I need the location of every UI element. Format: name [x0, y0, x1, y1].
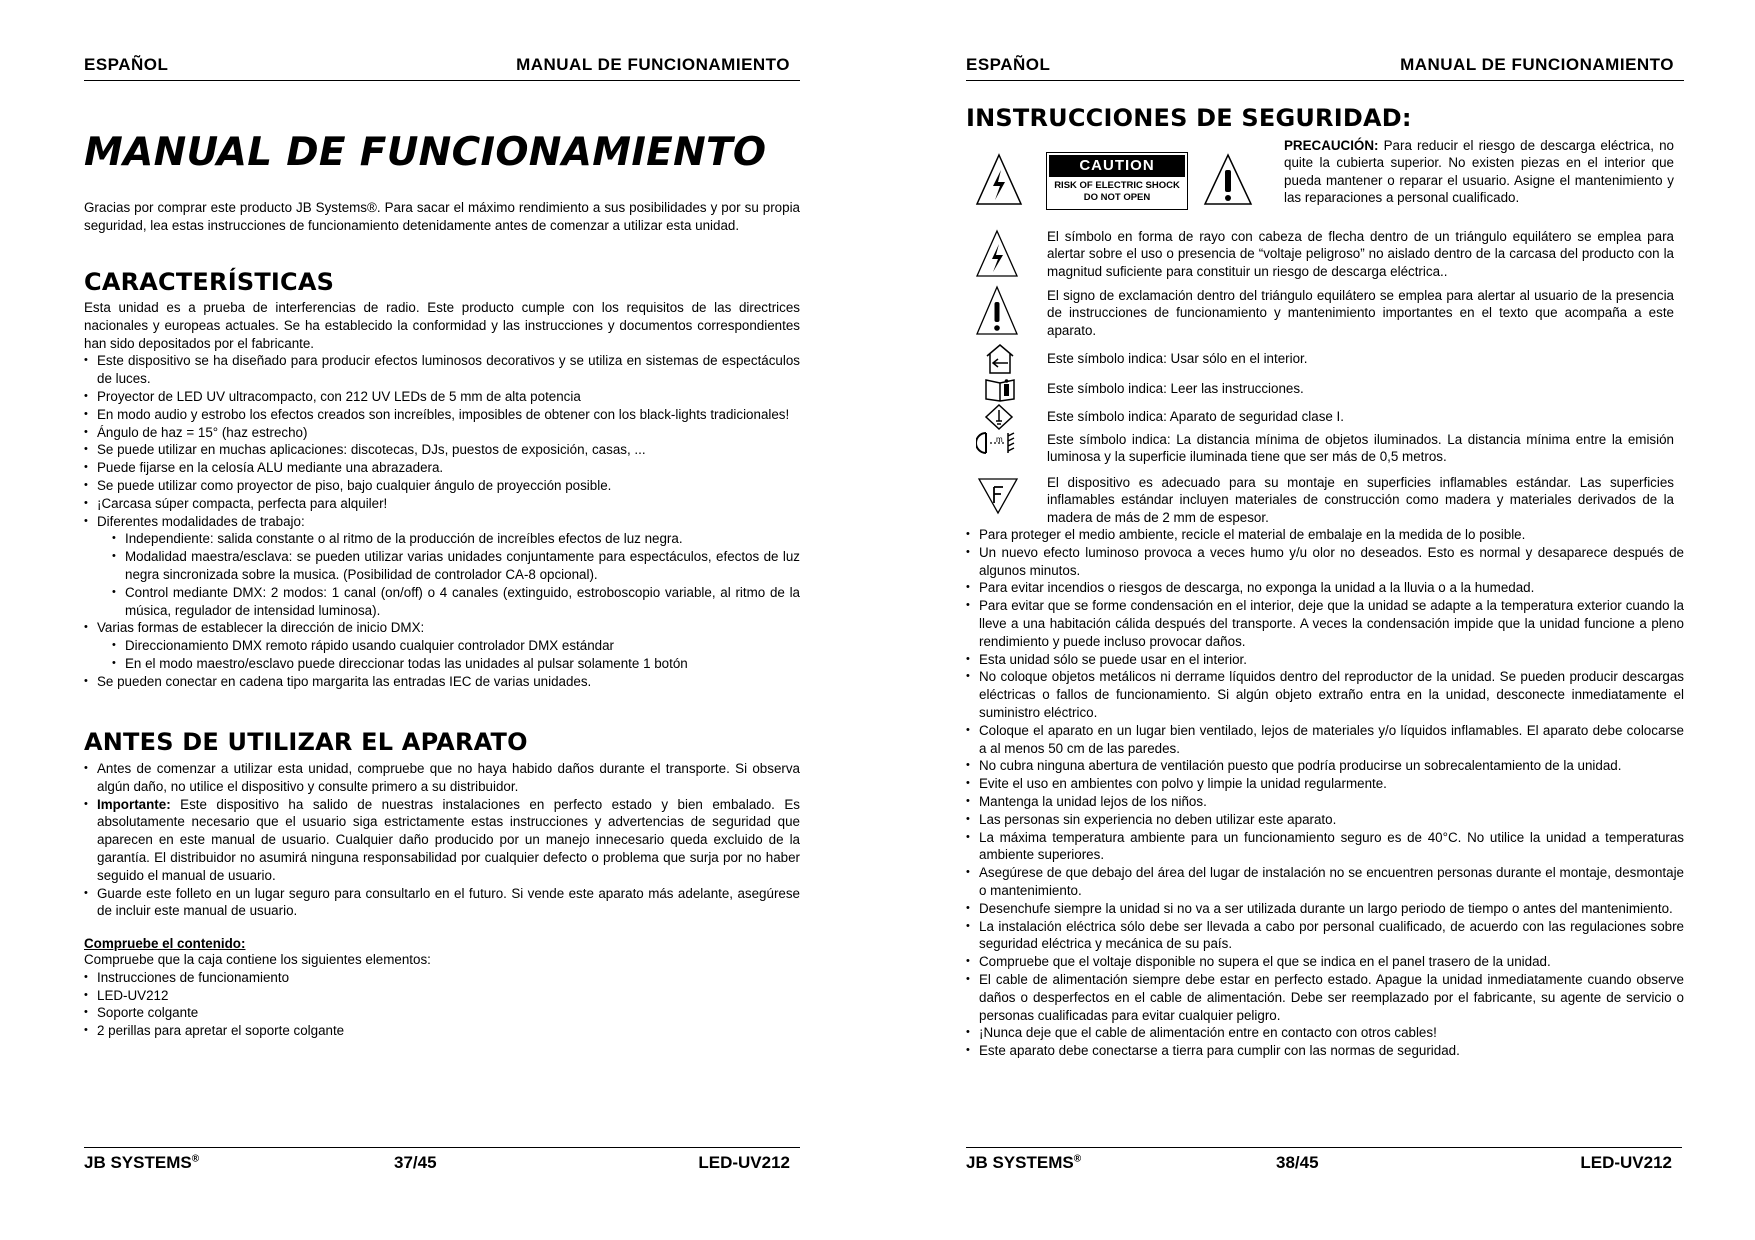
- symbol-description: Este símbolo indica: Leer las instrucciones.: [1047, 381, 1304, 396]
- list-item: • Evite el uso en ambientes con polvo y limpie la unidad regularmente.: [966, 775, 1684, 793]
- left-page: [84, 0, 800, 1240]
- header-language: ESPAÑOL: [84, 55, 169, 74]
- contents-list: [84, 969, 800, 1040]
- important-label: Importante:: [97, 796, 171, 812]
- list-item: • Coloque el aparato en un lugar bien ventilado, lejos de materiales y/o líquidos inflamables. El aparato debe colocarse a al menos 50 cm de las paredes.: [966, 722, 1684, 758]
- list-item: • Este dispositivo se ha diseñado para producir efectos luminosos decorativos y se utiliza en sistemas de espectáculos de luces.: [84, 352, 800, 388]
- minimum-distance-icon: [976, 430, 1020, 456]
- brand-text: JB SYSTEMS: [84, 1153, 192, 1172]
- exclamation-triangle-icon: [1202, 152, 1254, 208]
- caution-label: [1046, 152, 1188, 210]
- list-item: • Independiente: salida constante o al ritmo de la producción de increíbles efectos de luz negra.: [112, 530, 800, 548]
- header-section: MANUAL DE FUNCIONAMIENTO: [1400, 55, 1674, 74]
- symbol-description: El signo de exclamación dentro del triángulo equilátero se emplea para alertar al usuario de la presencia de instrucciones de funcionamiento y mantenimiento importantes en el texto que acompaña a este aparato.: [1047, 288, 1674, 338]
- contents-heading: Compruebe el contenido:: [84, 936, 246, 951]
- intro-paragraph: Gracias por comprar este producto JB Systems®. Para sacar el máximo rendimiento a sus posibilidades y por su propia seguridad, lea estas instrucciones de funcionamiento detenidamente antes de comenzar a utilizar esta unidad.: [84, 200, 800, 233]
- footer-brand: [966, 1153, 1081, 1173]
- symbol-description: Este símbolo indica: La distancia mínima de objetos iluminados. La distancia mínima entre la emisión luminosa y la superficie iluminada tiene que ser más de 0,5 metros.: [1047, 432, 1674, 465]
- list-item: • Asegúrese de que debajo del área del lugar de instalación no se encuentren personas durante el montaje, desmontaje o mantenimiento.: [966, 864, 1684, 900]
- list-item: • Se pueden conectar en cadena tipo margarita las entradas IEC de varias unidades.: [84, 673, 800, 691]
- contents-intro: Compruebe que la caja contiene los siguientes elementos:: [84, 952, 431, 967]
- list-item: • Desenchufe siempre la unidad si no va a ser utilizada durante un largo periodo de tiempo o antes del mantenimiento.: [966, 900, 1684, 918]
- list-item: • Un nuevo efecto luminoso provoca a veces humo y/u olor no deseados. Esto es normal y desaparece después de algunos minutos.: [966, 544, 1684, 580]
- list-item: • Modalidad maestra/esclava: se pueden utilizar varias unidades conjuntamente para espectáculos, efectos de luz negra sincronizada sobre la musica. (Posibilidad de controlador CA-8 opcional).: [112, 548, 800, 584]
- important-text: Este dispositivo ha salido de nuestras instalaciones en perfecto estado y bien embalado. Es absolutamente necesario que el usuario siga estrictamente estas instrucciones y advertencias de seguridad que aparecen en este manual de usuario. Cualquier daño producido por un manejo innecesario queda excluido de la garantía. El distribuidor no asumirá ninguna responsabilidad por cualquier defecto o problema que surja por no haber seguido el manual de usuario.: [97, 796, 800, 883]
- before-use-heading: ANTES DE UTILIZAR EL APARATO: [84, 728, 528, 756]
- list-item: • Esta unidad sólo se puede usar en el interior.: [966, 651, 1684, 669]
- list-item: • Este aparato debe conectarse a tierra para cumplir con las normas de seguridad.: [966, 1042, 1684, 1060]
- list-item: • Varias formas de establecer la dirección de inicio DMX:: [84, 619, 800, 637]
- list-item: • No coloque objetos metálicos ni derrame líquidos dentro del reproductor de la unidad. Se pueden producir descargas eléctricas o fallos de funcionamiento. Si algún objeto extraño entra en la unidad, desconecte inmediatamente el suministro eléctrico.: [966, 668, 1684, 721]
- right-page: [966, 0, 1682, 1240]
- dmx-sub-list: [84, 637, 800, 673]
- caution-line-2: DO NOT OPEN: [1083, 192, 1151, 203]
- features-section: [84, 299, 800, 691]
- features-last-list: [84, 673, 800, 691]
- modes-list: [84, 530, 800, 619]
- list-item: • La máxima temperatura ambiente para un funcionamiento seguro es de 40°C. No utilice la unidad a temperaturas ambiente superiores.: [966, 829, 1684, 865]
- list-item: • Guarde este folleto en un lugar seguro para consultarlo en el futuro. Si vende este aparato más adelante, asegúrese de incluir este manual de usuario.: [84, 885, 800, 921]
- footer-page-number: 38/45: [1276, 1153, 1319, 1172]
- list-item: • Ángulo de haz = 15° (haz estrecho): [84, 424, 800, 442]
- list-item: • ¡Carcasa súper compacta, perfecta para alquiler!: [84, 495, 800, 513]
- safety-list: [966, 526, 1684, 1060]
- symbol-description: Este símbolo indica: Usar sólo en el interior.: [1047, 351, 1308, 366]
- precaution-label: PRECAUCIÓN:: [1284, 138, 1379, 153]
- registered-mark: ®: [1073, 1153, 1082, 1165]
- page-header: [84, 55, 800, 81]
- list-item: • Para proteger el medio ambiente, recicle el material de embalaje en la medida de lo posible.: [966, 526, 1684, 544]
- list-item: • Las personas sin experiencia no deben utilizar este aparato.: [966, 811, 1684, 829]
- symbol-description: El símbolo en forma de rayo con cabeza de flecha dentro de un triángulo equilátero se emplea para alertar sobre el uso o presencia de “voltaje peligroso” no aislado dentro de la carcasa del producto con la magnitud suficiente para constituir un riesgo de descarga eléctrica..: [1047, 229, 1674, 279]
- list-item: • Antes de comenzar a utilizar esta unidad, compruebe que no haya habido daños durante el transporte. Si observa algún daño, no utilice el dispositivo y consulte primero a su distribuidor.: [84, 760, 800, 796]
- caution-line-1: RISK OF ELECTRIC SHOCK: [1054, 180, 1180, 191]
- list-item: • Para evitar que se forme condensación en el interior, deje que la unidad se adapte a la temperatura exterior cuando la lleve a una habitación cálida después del transporte. A veces la condensación impide que la unidad funcione a pleno rendimiento y puede incluso provocar daños.: [966, 597, 1684, 650]
- header-section: MANUAL DE FUNCIONAMIENTO: [516, 55, 790, 74]
- list-item: • ¡Nunca deje que el cable de alimentación entre en contacto con otros cables!: [966, 1024, 1684, 1042]
- brand-text: JB SYSTEMS: [966, 1153, 1074, 1172]
- list-item: • Control mediante DMX: 2 modos: 1 canal (on/off) o 4 canales (extinguido, estroboscopio variable, al ritmo de la música, regulador de intensidad luminosa).: [112, 584, 800, 620]
- before-use-list: [84, 760, 800, 920]
- indoor-use-icon: [984, 342, 1016, 376]
- list-item: • Puede fijarse en la celosía ALU mediante una abrazadera.: [84, 459, 800, 477]
- list-item: • Direccionamiento DMX remoto rápido usando cualquier controlador DMX estándar: [112, 637, 800, 655]
- list-item: • Compruebe que el voltaje disponible no supera el que se indica en el panel trasero de la unidad.: [966, 953, 1684, 971]
- list-item: • LED-UV212: [84, 987, 800, 1005]
- symbol-description: El dispositivo es adecuado para su montaje en superficies inflamables estándar. Las superficies inflamables estándar incluyen materiales de construcción como madera y materiales derivados de la madera de más de 2 mm de espesor.: [1047, 475, 1674, 525]
- list-item: • En el modo maestro/esclavo puede direccionar todas las unidades al pulsar solamente 1 botón: [112, 655, 800, 673]
- exclamation-triangle-icon: [974, 284, 1020, 338]
- list-item: • 2 perillas para apretar el soporte colgante: [84, 1022, 800, 1040]
- safety-heading: INSTRUCCIONES DE SEGURIDAD:: [966, 104, 1412, 132]
- header-language: ESPAÑOL: [966, 55, 1051, 74]
- page-footer: [966, 1147, 1682, 1174]
- list-item: • Diferentes modalidades de trabajo:: [84, 513, 800, 531]
- registered-mark: ®: [191, 1153, 200, 1165]
- list-item: • Para evitar incendios o riesgos de descarga, no exponga la unidad a la lluvia o a la humedad.: [966, 579, 1684, 597]
- footer-brand: [84, 1153, 199, 1173]
- list-item: • No cubra ninguna abertura de ventilación puesto que podría producirse un sobrecalentamiento de la unidad.: [966, 757, 1684, 775]
- footer-model: LED-UV212: [1580, 1153, 1672, 1172]
- flammable-surface-icon: [976, 476, 1020, 516]
- safety-class-icon: [984, 403, 1014, 431]
- symbol-description: Este símbolo indica: Aparato de seguridad clase I.: [1047, 409, 1344, 424]
- list-item: • En modo audio y estrobo los efectos creados son increíbles, imposibles de obtener con los black-lights tradicionales!: [84, 406, 800, 424]
- list-item: • Mantenga la unidad lejos de los niños.: [966, 793, 1684, 811]
- list-item: • Proyector de LED UV ultracompacto, con 212 UV LEDs de 5 mm de alta potencia: [84, 388, 800, 406]
- list-item: • Se puede utilizar en muchas aplicaciones: discotecas, DJs, puestos de exposición, casas, ...: [84, 441, 800, 459]
- lightning-triangle-icon: [974, 228, 1020, 280]
- footer-model: LED-UV212: [698, 1153, 790, 1172]
- page-header: [966, 55, 1684, 81]
- list-item: • Instrucciones de funcionamiento: [84, 969, 800, 987]
- footer-page-number: 37/45: [394, 1153, 437, 1172]
- features-intro: Esta unidad es a prueba de interferencias de radio. Este producto cumple con los requisitos de las directrices nacionales y europeas actuales. Se ha establecido la conformidad y las instrucciones y documentos correspondientes han sido depositados por el fabricante.: [84, 300, 800, 351]
- page-footer: [84, 1147, 800, 1174]
- svg-text:m: m: [996, 435, 1003, 444]
- dmx-list: [84, 619, 800, 637]
- read-instructions-icon: [984, 376, 1016, 402]
- features-heading: CARACTERÍSTICAS: [84, 268, 335, 296]
- contents-section: [84, 936, 800, 1040]
- lightning-triangle-icon: [974, 152, 1024, 208]
- features-list: [84, 352, 800, 530]
- list-item: • El cable de alimentación siempre debe estar en perfecto estado. Apague la unidad inmediatamente cuando observe daños o desperfectos en el cable de alimentación. Debe ser reemplazado por el fabricante, su agente de servicio o personas cualificadas para evitar cualquier peligro.: [966, 971, 1684, 1024]
- caution-title: CAUTION: [1049, 155, 1185, 177]
- list-item: [84, 796, 800, 885]
- list-item: • La instalación eléctrica sólo debe ser llevada a cabo por personal cualificado, de acuerdo con las regulaciones sobre seguridad eléctrica y mecánica de su país.: [966, 918, 1684, 954]
- precaution-text: Para reducir el riesgo de descarga eléctrica, no quite la cubierta superior. No existen piezas en el interior que pueda mantener o reparar el usuario. Asigne el mantenimiento y las reparaciones a personal cualificado.: [1284, 138, 1674, 205]
- list-item: • Soporte colgante: [84, 1004, 800, 1022]
- manual-title: MANUAL DE FUNCIONAMIENTO: [84, 130, 767, 175]
- list-item: • Se puede utilizar como proyector de piso, bajo cualquier ángulo de proyección posible.: [84, 477, 800, 495]
- precaution-paragraph: [1284, 137, 1674, 206]
